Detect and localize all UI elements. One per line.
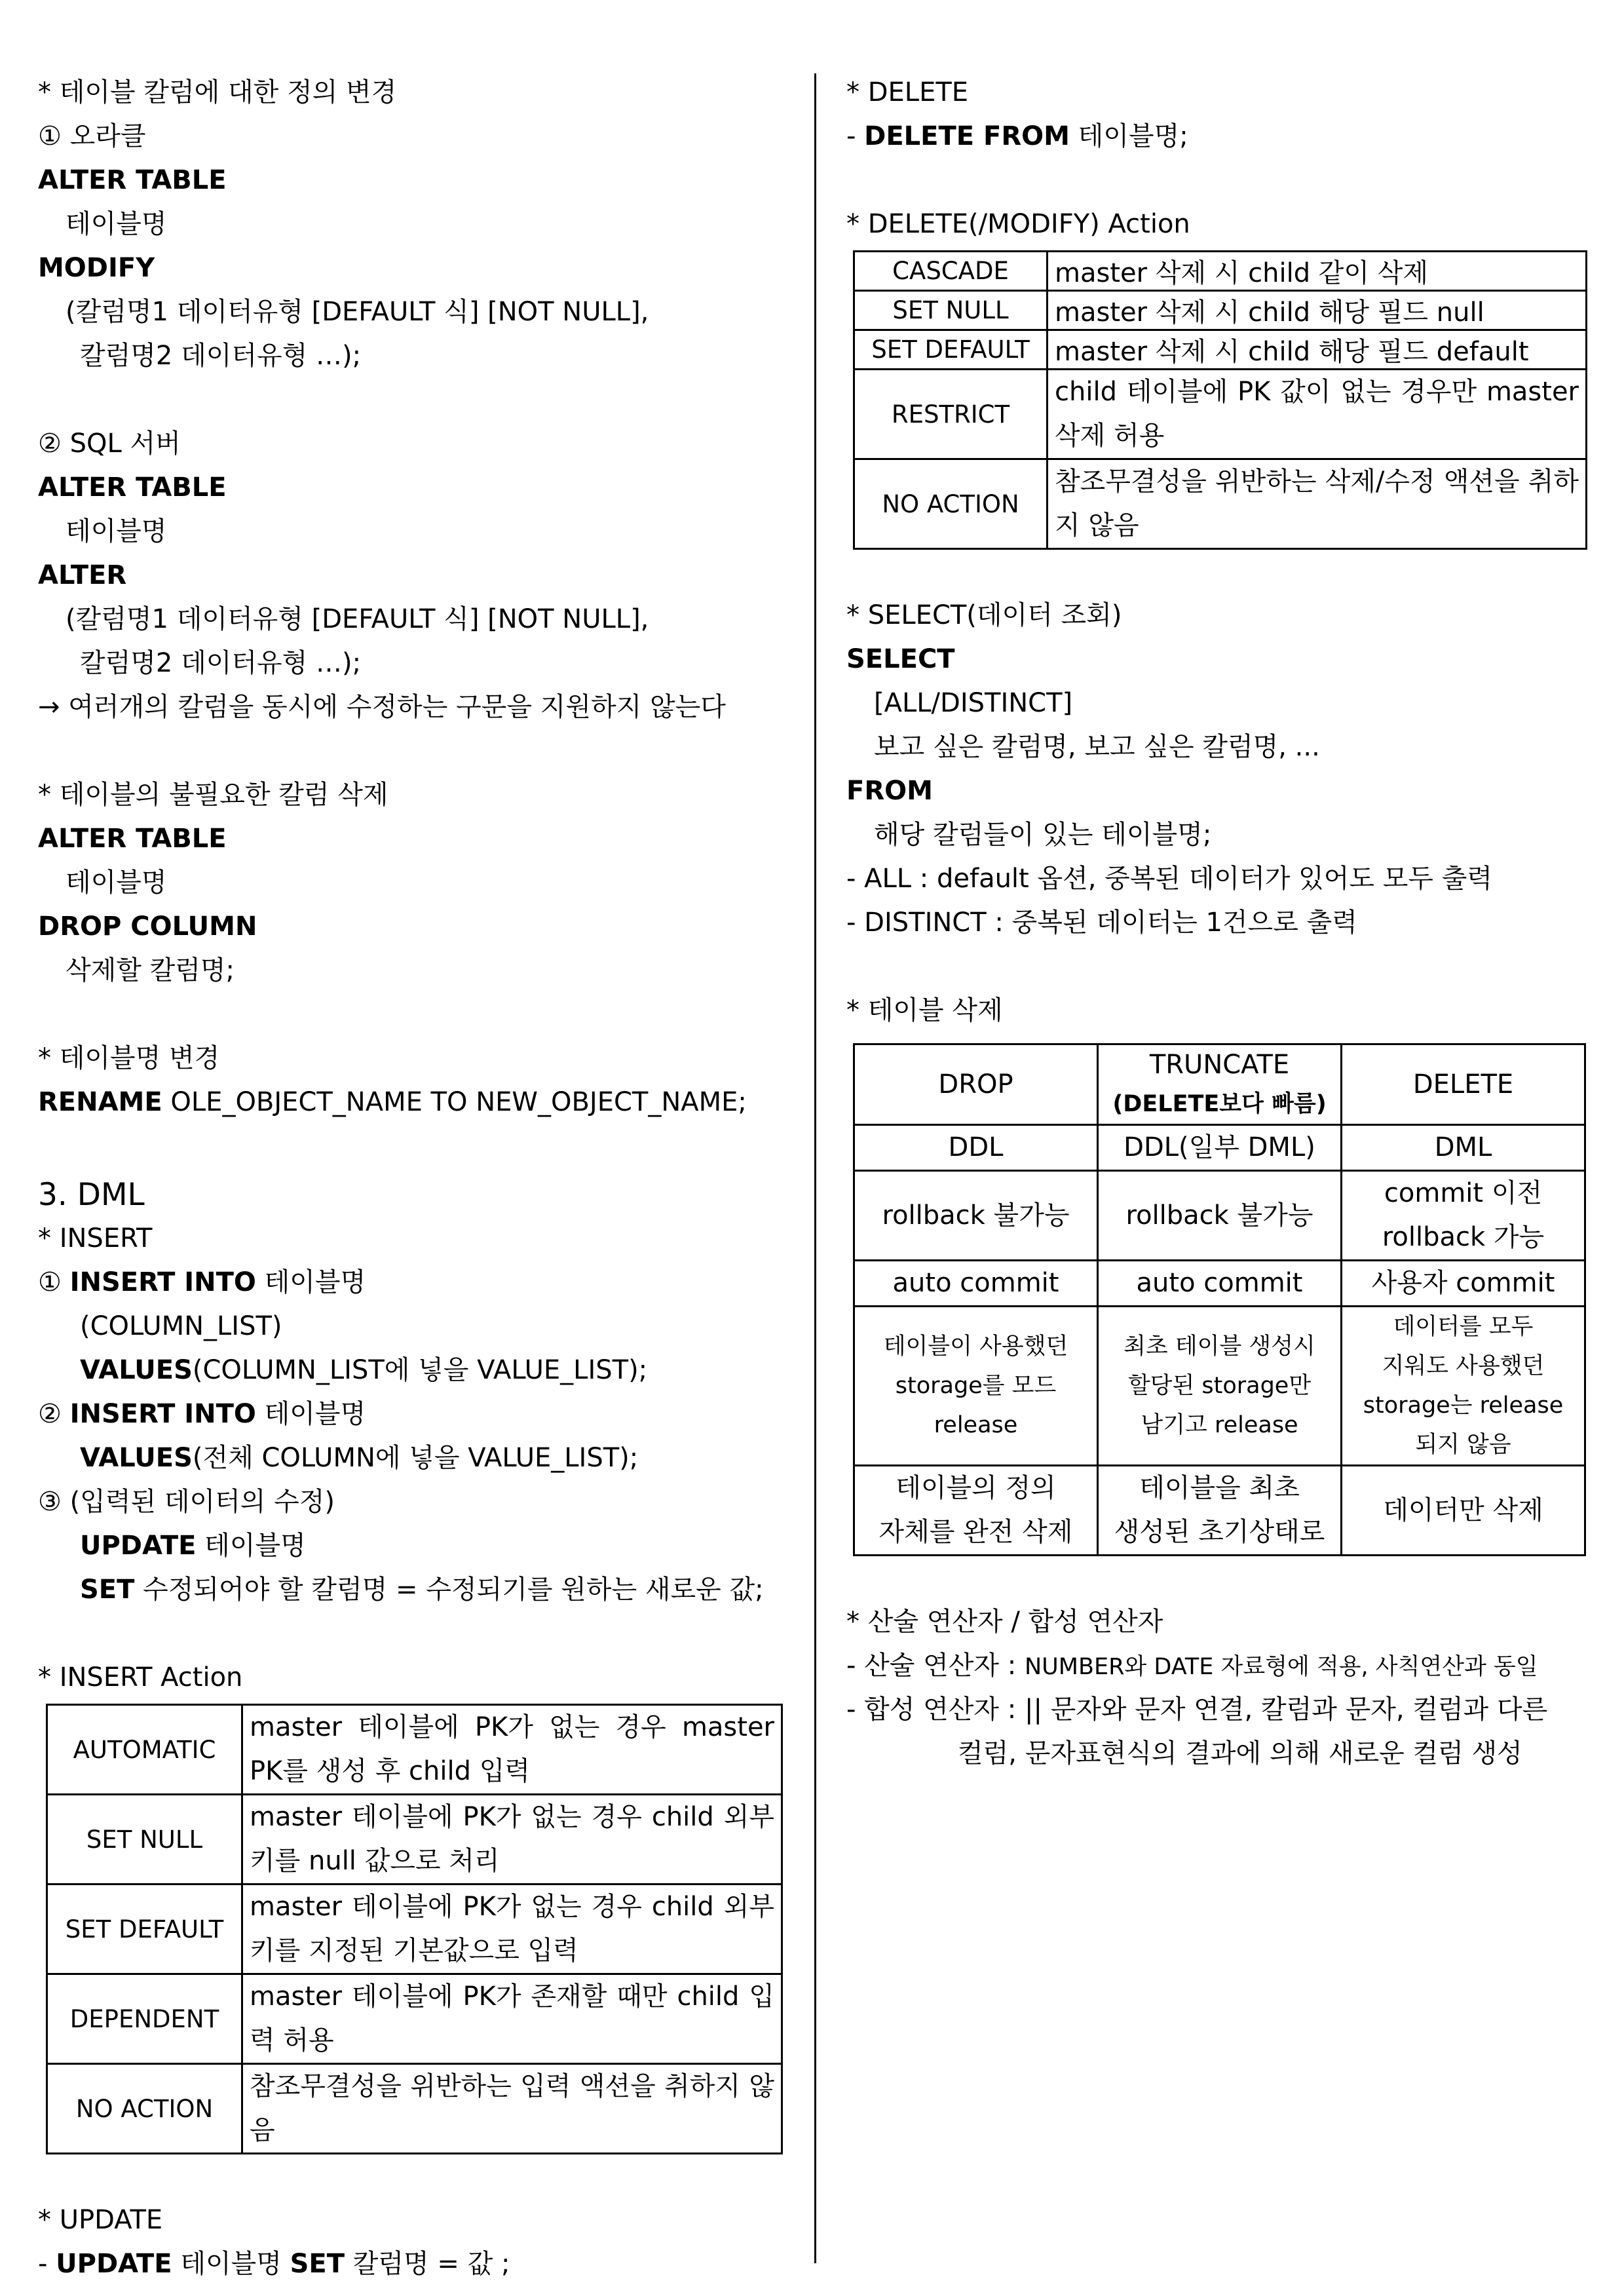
header-truncate: [1098, 1044, 1342, 1125]
rename-rest: OLE_OBJECT_NAME TO NEW_OBJECT_NAME;: [162, 1087, 747, 1117]
table-row: [854, 252, 1587, 291]
cell-line: 테이블을 최초: [1139, 1473, 1300, 1503]
operators-title: * 산술 연산자 / 합성 연산자: [846, 1607, 1163, 1637]
delete-keyword: DELETE FROM: [864, 121, 1070, 151]
cell-line: rollback 가능: [1382, 1222, 1545, 1252]
select-note-all: - ALL : default 옵션, 중복된 데이터가 있어도 모두 출력: [846, 864, 1492, 894]
oracle-column-2: 칼럼명2 데이터유형 …);: [80, 341, 362, 371]
oracle-column-1: (칼럼명1 데이터유형 [DEFAULT 식] [NOT NULL],: [66, 297, 649, 327]
cell: [1342, 1307, 1585, 1466]
sqlserver-label: ② SQL 서버: [38, 429, 181, 459]
delete-statement: [846, 115, 1593, 159]
cell-line: 자체를 완전 삭제: [878, 1517, 1073, 1547]
cell: rollback 불가능: [854, 1171, 1098, 1261]
cell-line: 할당된 storage만: [1127, 1373, 1312, 1399]
cell: [854, 1466, 1098, 1556]
header-drop: DROP: [854, 1044, 1098, 1125]
from-keyword: FROM: [846, 776, 933, 806]
sqlserver-table-name: 테이블명: [66, 516, 167, 546]
insert-2-label: ②: [38, 1399, 70, 1429]
table-row: [854, 1261, 1585, 1307]
table-row: [47, 1795, 782, 1885]
delete-action-desc: master 삭제 시 child 해당 필드 null: [1048, 291, 1587, 330]
cell-line: 지워도 사용했던: [1382, 1353, 1545, 1379]
cell-line: 최초 테이블 생성시: [1124, 1333, 1315, 1360]
oracle-table-name: 테이블명: [66, 209, 167, 239]
table-row: [47, 1974, 782, 2064]
delete-action-key: CASCADE: [854, 252, 1048, 291]
insert-action-desc: master 테이블에 PK가 없는 경우 child 외부키를 지정된 기본값으로 입력: [242, 1885, 782, 1974]
table-row: [47, 1885, 782, 1974]
insert-1-label: ①: [38, 1267, 70, 1297]
insert-3-set-keyword: SET: [80, 1575, 135, 1605]
insert-2-table: 테이블명: [255, 1399, 366, 1429]
update-table: 테이블명: [172, 2249, 290, 2279]
arithmetic-operator-desc: NUMBER와 DATE 자료형에 적용, 사칙연산과 동일: [1024, 1654, 1538, 1680]
insert-3-label: ③ (입력된 데이터의 수정): [38, 1487, 335, 1517]
table-row: [854, 1171, 1585, 1261]
insert-3-set-rest: 수정되어야 할 칼럼명 = 수정되기를 원하는 새로운 값;: [134, 1575, 764, 1605]
header-truncate-sub: (DELETE보다 빠름): [1112, 1091, 1327, 1117]
cell-line: storage는 release: [1363, 1392, 1564, 1419]
table-row: [854, 1466, 1585, 1556]
table-row: [854, 330, 1587, 370]
cell-line: 남기고 release: [1141, 1412, 1298, 1438]
insert-2-values-rest: (전체 COLUMN에 넣을 VALUE_LIST);: [192, 1443, 639, 1473]
update-rest: 칼럼명 = 값 ;: [345, 2249, 510, 2279]
alter-section-title: * 테이블 칼럼에 대한 정의 변경: [38, 77, 397, 107]
delete-dash: -: [846, 121, 865, 151]
header-delete: DELETE: [1342, 1044, 1585, 1125]
drop-column-table-name: 테이블명: [66, 868, 167, 898]
insert-1-values-rest: (COLUMN_LIST에 넣을 VALUE_LIST);: [192, 1355, 648, 1385]
insert-action-desc: 참조무결성을 위반하는 입력 액션을 취하지 않음: [242, 2064, 782, 2154]
table-row: [854, 1125, 1585, 1171]
insert-1-keyword: INSERT INTO: [69, 1267, 256, 1297]
insert-3-update-table: 테이블명: [196, 1531, 306, 1561]
cell: 데이터만 삭제: [1342, 1466, 1585, 1556]
insert-action-key: SET DEFAULT: [47, 1885, 242, 1974]
update-dash: -: [38, 2249, 56, 2279]
insert-2: [38, 1392, 782, 1436]
insert-1-columns: (COLUMN_LIST): [80, 1311, 282, 1341]
cell: [854, 1307, 1098, 1466]
delete-action-desc: child 테이블에 PK 값이 없는 경우만 master 삭제 허용: [1048, 370, 1587, 459]
delete-table: 테이블명;: [1069, 121, 1188, 151]
concat-operator-line2: 컬럼, 문자표현식의 결과에 의해 새로운 컬럼 생성: [958, 1738, 1522, 1769]
cell: [1098, 1307, 1342, 1466]
table-row: [854, 370, 1587, 459]
table-row: [47, 1705, 782, 1795]
from-table: 해당 칼럼들이 있는 테이블명;: [874, 820, 1212, 850]
delete-action-desc: master 삭제 시 child 같이 삭제: [1048, 252, 1587, 291]
insert-3-update-keyword: UPDATE: [80, 1531, 197, 1561]
insert-3-update: [38, 1524, 782, 1568]
insert-title: * INSERT: [38, 1223, 153, 1253]
drop-column-target: 삭제할 칼럼명;: [66, 955, 235, 985]
cell: [1342, 1171, 1585, 1261]
cell: 사용자 commit: [1342, 1261, 1585, 1307]
cell-line: release: [934, 1412, 1018, 1438]
update-statement: [38, 2242, 782, 2286]
delete-action-desc: 참조무결성을 위반하는 삭제/수정 액션을 취하지 않음: [1048, 459, 1587, 549]
insert-action-desc: master 테이블에 PK가 존재할 때만 child 입력 허용: [242, 1974, 782, 2064]
concat-operator-line1: - 합성 연산자 : || 문자와 문자 연결, 칼럼과 문자, 컬럼과 다른: [846, 1694, 1548, 1725]
insert-action-key: AUTOMATIC: [47, 1705, 242, 1795]
delete-action-desc: master 삭제 시 child 해당 필드 default: [1048, 330, 1587, 370]
sqlserver-alter-table: ALTER TABLE: [38, 472, 227, 503]
insert-action-table: [46, 1704, 783, 2154]
oracle-modify: MODIFY: [38, 253, 155, 283]
select-all-distinct: [ALL/DISTINCT]: [874, 688, 1073, 718]
table-delete-title: * 테이블 삭제: [846, 995, 1003, 1025]
rename-keyword: RENAME: [38, 1087, 162, 1117]
drop-column-alter-table: ALTER TABLE: [38, 824, 227, 854]
delete-action-table: [853, 250, 1587, 550]
cell: auto commit: [1098, 1261, 1342, 1307]
rename-statement: [38, 1081, 782, 1124]
cell: rollback 불가능: [1098, 1171, 1342, 1261]
cell-line: commit 이전: [1384, 1178, 1543, 1208]
column-divider: [814, 73, 816, 2263]
table-row: [854, 1044, 1585, 1125]
table-row: [854, 1307, 1585, 1466]
delete-action-key: SET DEFAULT: [854, 330, 1048, 370]
select-title: * SELECT(데이터 조회): [846, 600, 1122, 630]
sqlserver-column-2: 칼럼명2 데이터유형 …);: [80, 648, 362, 678]
insert-action-desc: master 테이블에 PK가 없는 경우 child 외부키를 null 값으로 처리: [242, 1795, 782, 1885]
insert-1-values: [38, 1349, 782, 1392]
select-note-distinct: - DISTINCT : 중복된 데이터는 1건으로 출력: [846, 908, 1357, 938]
delete-title: * DELETE: [846, 77, 969, 107]
cell: DML: [1342, 1125, 1585, 1171]
delete-action-key: NO ACTION: [854, 459, 1048, 549]
sqlserver-alter: ALTER: [38, 560, 127, 590]
left-column: [38, 71, 782, 2286]
insert-2-keyword: INSERT INTO: [69, 1399, 256, 1429]
insert-action-title: * INSERT Action: [38, 1662, 243, 1693]
insert-2-values: [38, 1436, 782, 1480]
select-columns: 보고 싶은 칼럼명, 보고 싶은 칼럼명, ...: [874, 732, 1320, 762]
table-delete-comparison: [853, 1043, 1586, 1556]
delete-action-key: RESTRICT: [854, 370, 1048, 459]
arithmetic-operator: [846, 1644, 1593, 1688]
arithmetic-operator-label: - 산술 연산자 :: [846, 1651, 1025, 1681]
oracle-alter-table: ALTER TABLE: [38, 165, 227, 195]
update-title: * UPDATE: [38, 2205, 163, 2235]
insert-1-values-keyword: VALUES: [80, 1355, 193, 1385]
cell: auto commit: [854, 1261, 1098, 1307]
insert-1-table: 테이블명: [255, 1267, 366, 1297]
set-keyword: SET: [290, 2249, 345, 2279]
sqlserver-column-1: (칼럼명1 데이터유형 [DEFAULT 식] [NOT NULL],: [66, 604, 649, 634]
delete-action-title: * DELETE(/MODIFY) Action: [846, 209, 1190, 239]
cell-line: 생성된 초기상태로: [1114, 1517, 1325, 1547]
update-keyword: UPDATE: [56, 2249, 172, 2279]
cell-line: 테이블이 사용했던: [883, 1333, 1068, 1360]
cell-line: storage를 모드: [895, 1373, 1057, 1399]
insert-action-key: SET NULL: [47, 1795, 242, 1885]
header-truncate-label: TRUNCATE: [1149, 1050, 1290, 1080]
cell-line: 테이블의 정의: [896, 1473, 1056, 1503]
cell-line: 데이터를 모두: [1393, 1314, 1534, 1340]
insert-3-set: [38, 1568, 782, 1612]
insert-action-key: NO ACTION: [47, 2064, 242, 2154]
insert-2-values-keyword: VALUES: [80, 1443, 193, 1473]
dml-heading: 3. DML: [38, 1177, 145, 1213]
cell-line: 되지 않음: [1415, 1432, 1511, 1458]
insert-1: [38, 1261, 782, 1305]
table-row: [854, 459, 1587, 549]
insert-action-desc: master 테이블에 PK가 없는 경우 master PK를 생성 후 child 입력: [242, 1705, 782, 1795]
rename-title: * 테이블명 변경: [38, 1043, 220, 1073]
sqlserver-note: → 여러개의 칼럼을 동시에 수정하는 구문을 지원하지 않는다: [38, 692, 726, 722]
cell: DDL: [854, 1125, 1098, 1171]
drop-column-title: * 테이블의 불필요한 칼럼 삭제: [38, 780, 388, 810]
cell: [1098, 1466, 1342, 1556]
right-column: [846, 71, 1593, 1776]
select-keyword: SELECT: [846, 644, 955, 674]
oracle-label: ① 오라클: [38, 121, 146, 151]
cell: DDL(일부 DML): [1098, 1125, 1342, 1171]
delete-action-key: SET NULL: [854, 291, 1048, 330]
table-row: [47, 2064, 782, 2154]
insert-action-key: DEPENDENT: [47, 1974, 242, 2064]
table-row: [854, 291, 1587, 330]
drop-column-keyword: DROP COLUMN: [38, 911, 257, 942]
